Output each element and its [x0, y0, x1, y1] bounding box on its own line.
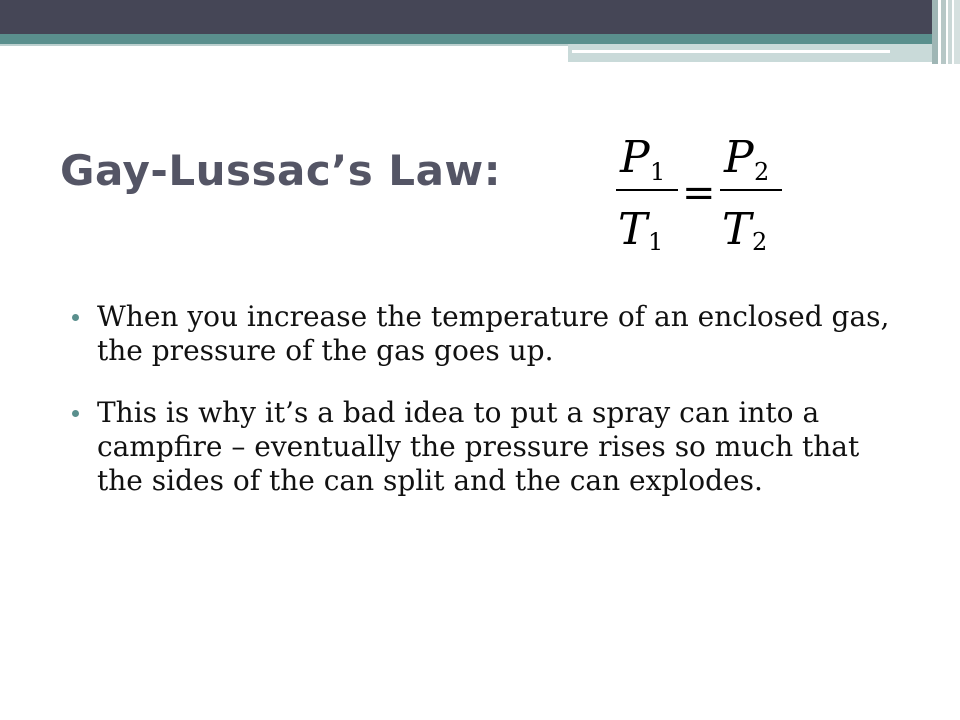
- header-dark-bar: [0, 0, 960, 34]
- formula-p1: P: [620, 132, 650, 183]
- header-thin-line: [0, 44, 568, 46]
- header-white-line: [572, 50, 890, 53]
- bullet-text: When you increase the temperature of an enclosed gas, the pressure of the gas goes up.: [97, 300, 890, 367]
- bullet-item: [72, 300, 912, 368]
- bullet-item: [72, 396, 912, 498]
- formula-t1: T: [618, 204, 648, 255]
- header-light-band: [568, 44, 932, 62]
- bullet-text: This is why it’s a bad idea to put a spray can into a campfire – eventually the pressure rises so much that the sides of the can split and the can explodes.: [97, 396, 860, 497]
- formula-t2-subscript: 2: [752, 228, 768, 256]
- header-teal-bar: [0, 34, 932, 44]
- corner-stripe: [954, 0, 960, 64]
- bullet-list: [72, 300, 912, 526]
- slide-title: Gay-Lussac’s Law:: [60, 146, 502, 195]
- formula-p1-subscript: 1: [650, 158, 666, 186]
- gay-lussac-formula: [610, 120, 790, 260]
- formula-t1-subscript: 1: [648, 228, 664, 256]
- formula-p2-subscript: 2: [754, 158, 770, 186]
- formula-equals: =: [682, 170, 716, 216]
- formula-p2: P: [724, 132, 754, 183]
- bullet-dot-icon: [72, 314, 79, 321]
- formula-t2: T: [722, 204, 752, 255]
- bullet-dot-icon: [72, 410, 79, 417]
